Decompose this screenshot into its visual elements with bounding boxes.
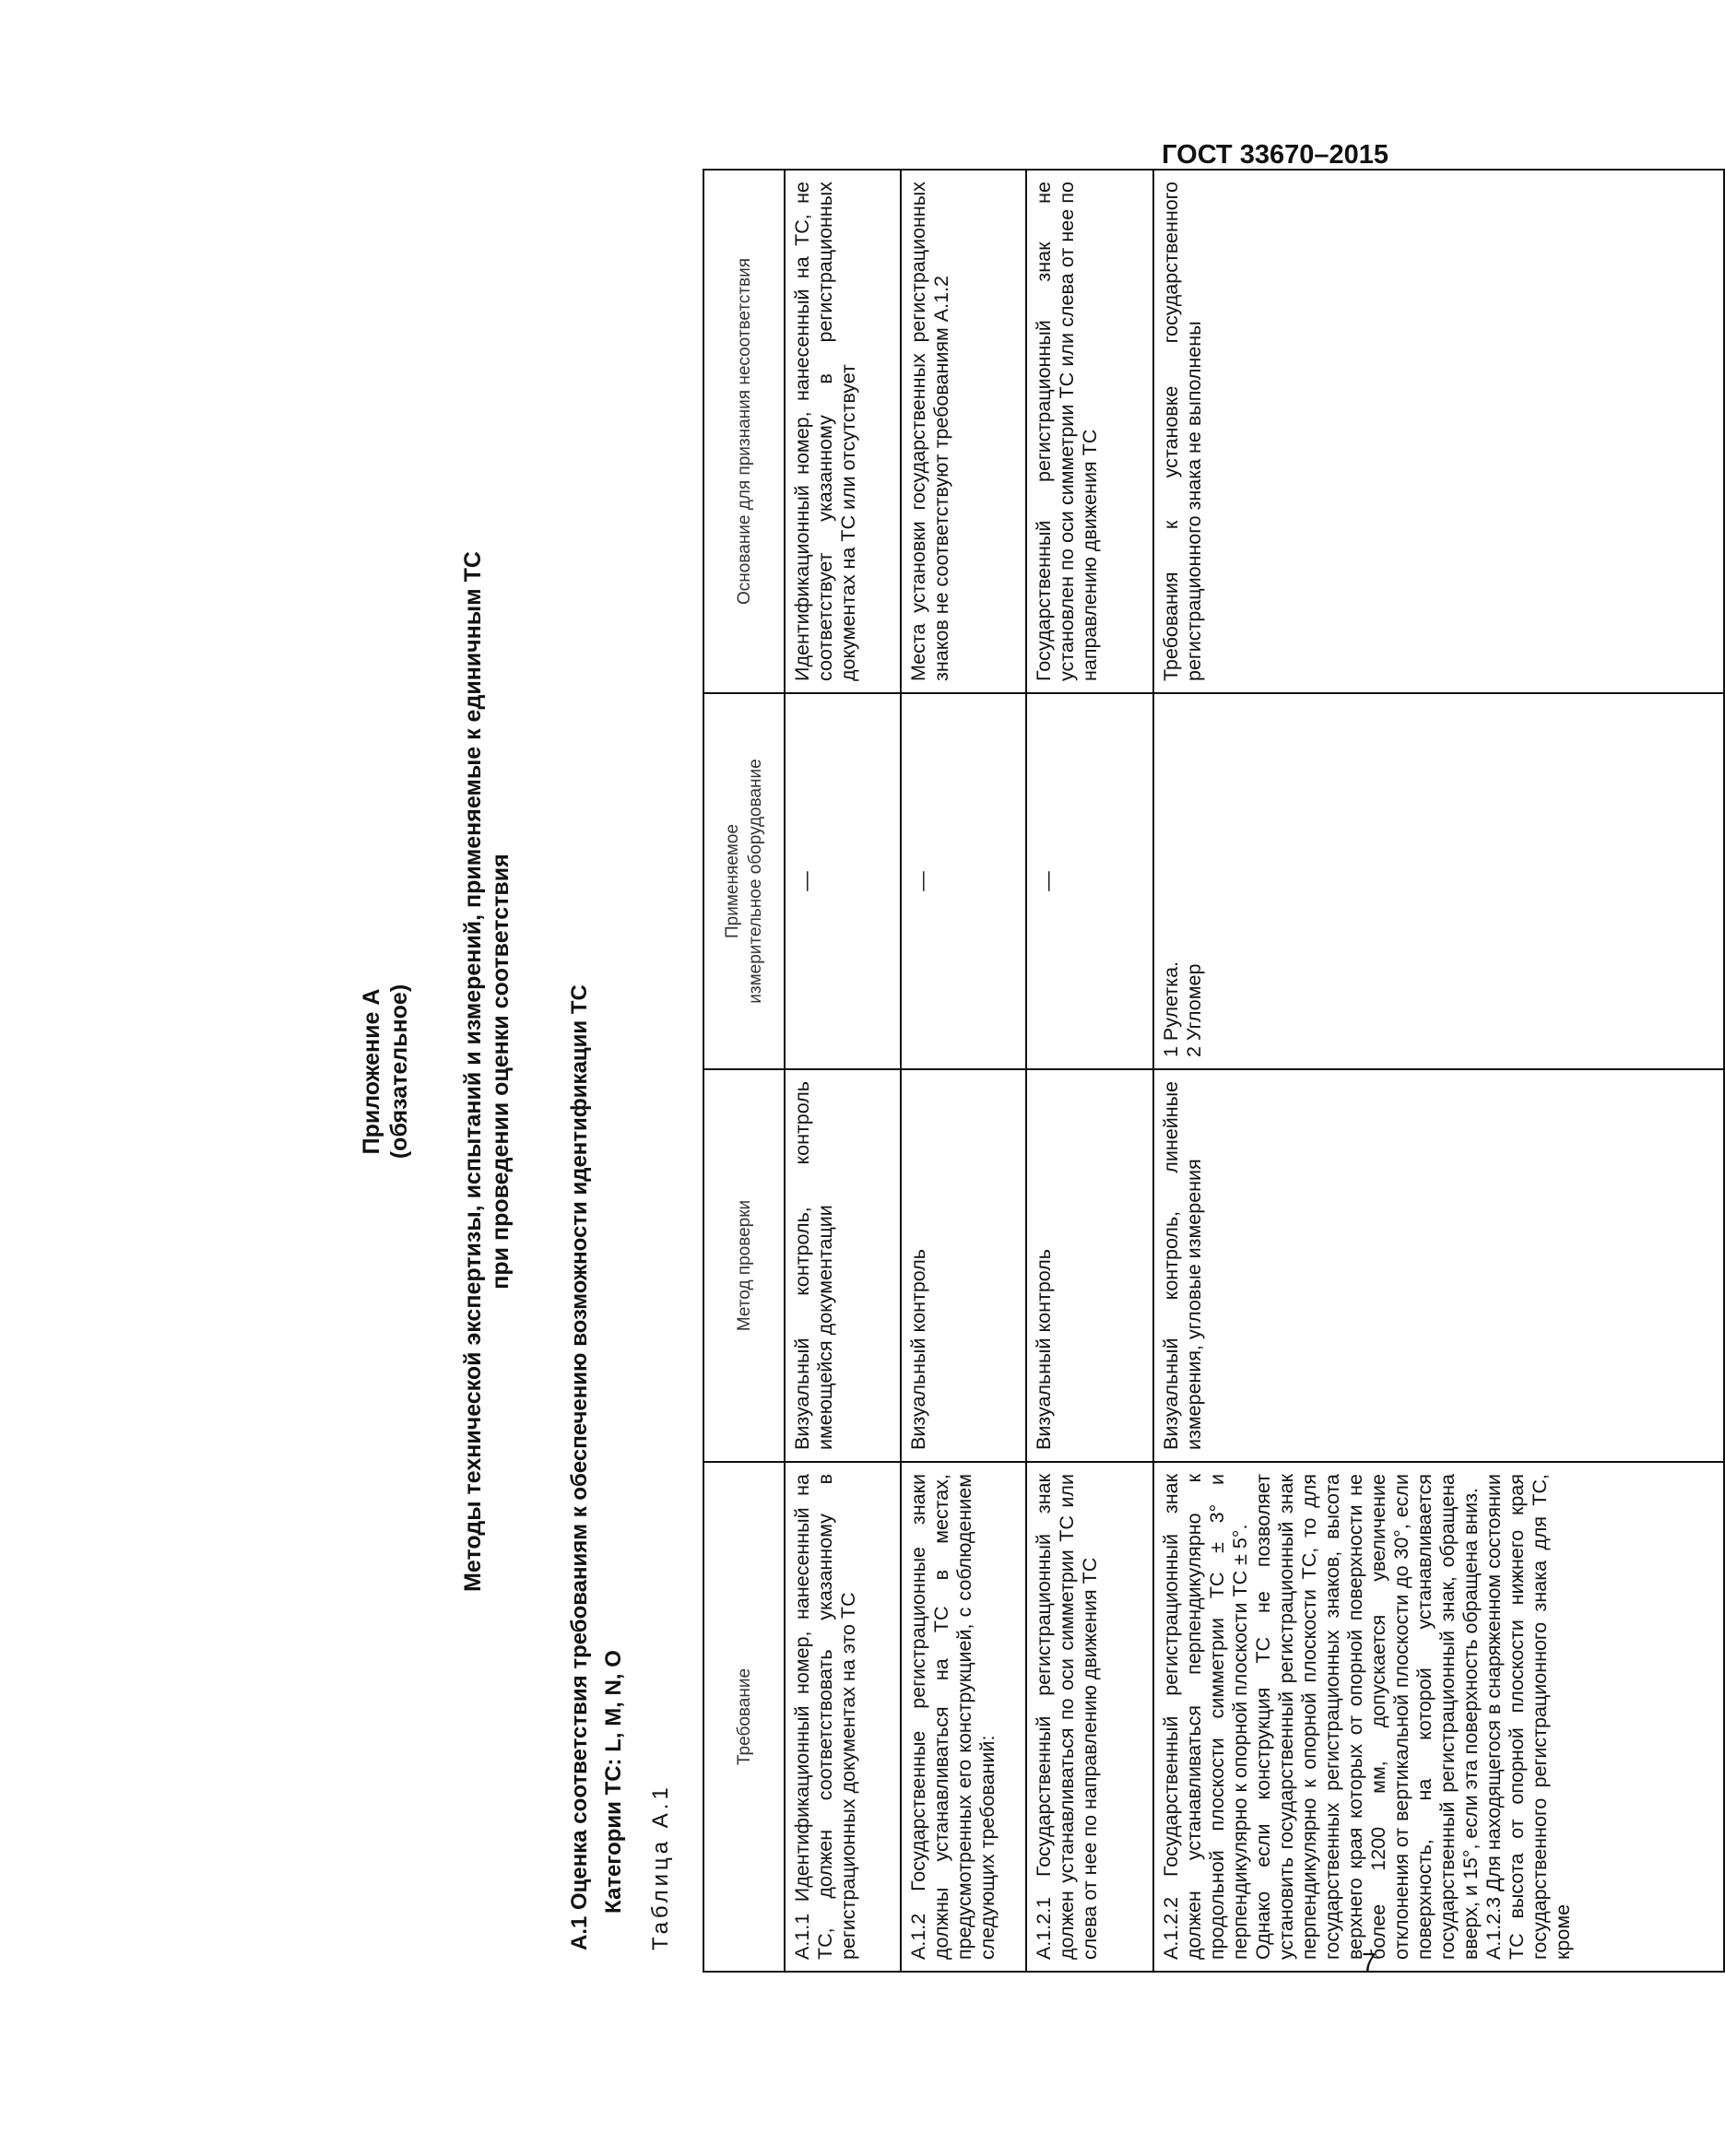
cell-method: Визуальный контроль — [901, 1069, 1026, 1462]
empty-dash: — — [1036, 871, 1058, 891]
cell-requirement: А.1.1 Идентификационный номер, нанесенный на ТС, должен соответствовать указанному в регистрационных документах на это ТС — [785, 1462, 901, 1972]
header-equipment-line2: измерительное оборудование — [746, 759, 765, 1004]
cell-requirement: А.1.2.1 Государственный регистрационный знак должен устанавливаться по оси симметрии ТС или слева от нее по направлению движения ТС — [1026, 1462, 1153, 1972]
cell-equipment — [785, 693, 901, 1069]
annex-title: Приложение А — [359, 988, 384, 1155]
cell-method: Визуальный контроль — [1026, 1069, 1153, 1462]
section-title: А.1 Оценка соответствия требованиям к обеспечению возможности идентификации ТС — [567, 984, 592, 1950]
cell-equipment — [901, 693, 1026, 1069]
table-row — [1026, 170, 1153, 1972]
cell-basis: Места установки государственных регистрационных знаков не соответствуют требованиям А.1.2 — [901, 170, 1026, 693]
annex-heading-line2: при проведении оценки соответствия — [488, 854, 514, 1290]
table-header-row — [703, 170, 785, 1972]
requirements-table — [703, 169, 1725, 1973]
cell-equipment — [1153, 693, 1724, 1069]
cell-equipment — [1026, 693, 1153, 1069]
empty-dash: — — [795, 871, 817, 891]
table-row — [785, 170, 901, 1972]
requirement-paragraph: А.1.2.3 Для находящегося в снаряженном состоянии ТС высота от опорной плоскости нижнего края государственного регистрационного знака для ТС, кроме — [1483, 1474, 1574, 1960]
header-method: Метод проверки — [703, 1069, 785, 1462]
header-basis: Основание для признания несоответствия — [703, 170, 785, 693]
equipment-item: 1 Рулетка. — [1160, 961, 1182, 1057]
cell-basis: Государственный регистрационный знак не установлен по оси симметрии ТС или слева от нее по направлению движения ТС — [1026, 170, 1153, 693]
cell-method: Визуальный контроль, линейные измерения, угловые измерения — [1153, 1069, 1724, 1462]
document-number: ГОСТ 33670–2015 — [1162, 140, 1388, 170]
table-caption: Таблица А.1 — [648, 1784, 673, 1950]
table-row — [1153, 170, 1724, 1972]
empty-dash: — — [911, 871, 933, 891]
header-requirement: Требование — [703, 1462, 785, 1972]
cell-basis: Идентификационный номер, нанесенный на ТС, не соответствует указанному в регистрационных документах на ТС или отсутствует — [785, 170, 901, 693]
requirement-paragraph: А.1.2.2 Государственный регистрационный знак должен устанавливаться перпендикулярно к продольной плоскости симметрии ТС ± 3° и перпендикулярно к опорной плоскости ТС ± 5°. — [1160, 1474, 1251, 1960]
section-categories: Категории ТС: L, M, N, O — [601, 1650, 626, 1914]
cell-method: Визуальный контроль, контроль имеющейся документации — [785, 1069, 901, 1462]
cell-requirement — [1153, 1462, 1724, 1972]
requirement-paragraph: Однако если конструкция ТС не позволяет установить государственный регистрационный знак перпендикулярно к опорной плоскости ТС, то для государственных регистрационных знаков, высота верхнего края которых от опорной поверхности не более 1200 мм, допускается увеличение отклонения от вертикальной плоскости до 30°, если поверхность, на которой устанавливается государственный регистрационный знак, обращена вверх, и 15°, если эта поверхность обращена вниз. — [1252, 1474, 1482, 1960]
cell-requirement: А.1.2 Государственные регистрационные знаки должны устанавливаться на ТС в местах, предусмотренных его конструкцией, с соблюдением следующих требований: — [901, 1462, 1026, 1972]
cell-basis: Требования к установке государственного регистрационного знака не выполнены — [1153, 170, 1724, 693]
page-number: 7 — [1362, 1948, 1376, 1976]
rotated-page-content — [217, 171, 1574, 1973]
annex-heading-line1: Методы технической экспертизы, испытаний и измерений, применяемые к единичным ТС — [460, 551, 486, 1592]
equipment-item: 2 Угломер — [1183, 963, 1205, 1057]
annex-status: (обязательное) — [386, 984, 412, 1160]
table-row — [901, 170, 1026, 1972]
header-equipment — [703, 693, 785, 1069]
header-equipment-line1: Применяемое — [723, 824, 742, 939]
